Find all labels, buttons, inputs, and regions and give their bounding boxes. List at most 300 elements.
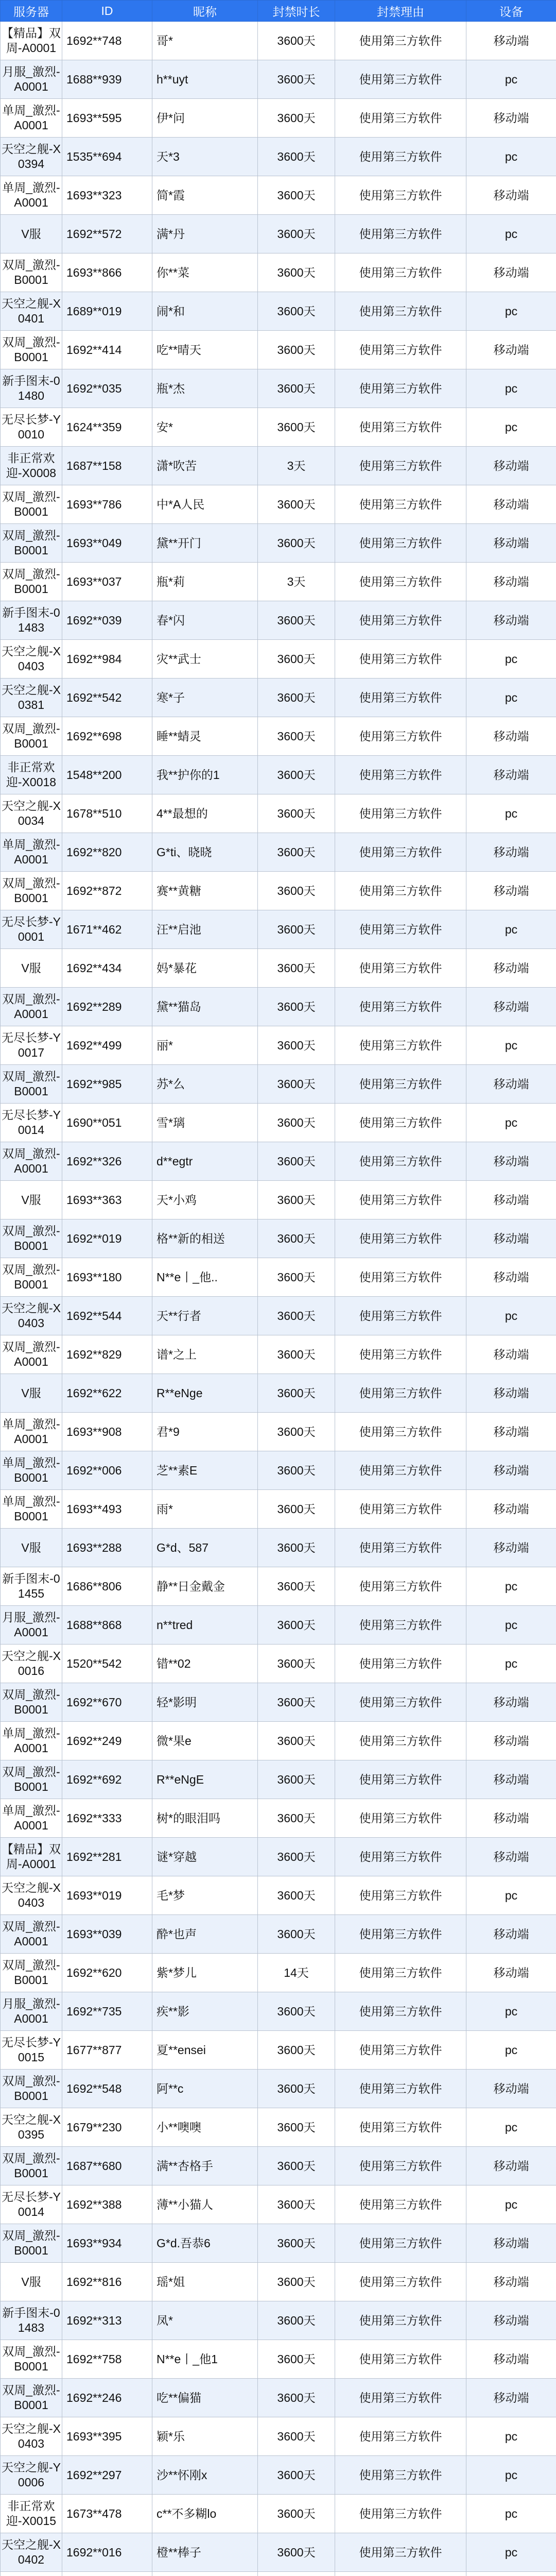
- cell-server: 【精品】双周-A0001: [1, 1838, 62, 1876]
- cell-ban-duration: 3600天: [258, 1683, 335, 1722]
- cell-ban-reason: 使用第三方软件: [335, 485, 466, 524]
- cell-id: 1692**019: [62, 1219, 152, 1258]
- cell-ban-duration: 3600天: [258, 1219, 335, 1258]
- cell-nickname: G*ti、晓晓: [152, 833, 258, 872]
- cell-ban-reason: 使用第三方软件: [335, 99, 466, 138]
- table-row: [1, 679, 556, 717]
- cell-ban-duration: 3600天: [258, 1722, 335, 1760]
- cell-server: 双周_激烈-B0001: [1, 1954, 62, 1992]
- cell-device: pc: [466, 138, 556, 176]
- cell-server: 天空之舰-Y0006: [1, 2456, 62, 2495]
- cell-nickname: c**不多糊lo: [152, 2495, 258, 2533]
- cell-device: 移动端: [466, 2147, 556, 2185]
- cell-ban-reason: 使用第三方软件: [335, 949, 466, 988]
- cell-nickname: 寒*子: [152, 679, 258, 717]
- cell-server: 双周_激烈-B0001: [1, 2070, 62, 2108]
- header-server: 服务器: [1, 1, 62, 22]
- cell-ban-reason: 使用第三方软件: [335, 1258, 466, 1297]
- table-row: [1, 833, 556, 872]
- cell-server: 单周_激烈-A0001: [1, 1722, 62, 1760]
- cell-device: 移动端: [466, 1065, 556, 1104]
- cell-ban-reason: 使用第三方软件: [335, 1026, 466, 1065]
- table-row: [1, 988, 556, 1026]
- cell-ban-duration: 3600天: [258, 1258, 335, 1297]
- table-row: [1, 1413, 556, 1451]
- cell-nickname: N**e丨_他..: [152, 1258, 258, 1297]
- cell-nickname: 天**行者: [152, 1297, 258, 1335]
- table-body: [1, 22, 556, 2576]
- cell-ban-reason: 使用第三方软件: [335, 1915, 466, 1954]
- cell-ban-duration: 3600天: [258, 1451, 335, 1490]
- cell-device: 移动端: [466, 1335, 556, 1374]
- cell-id: 1692**984: [62, 640, 152, 679]
- cell-server: 天空之舰-X0034: [1, 794, 62, 833]
- cell-ban-reason: 使用第三方软件: [335, 2495, 466, 2533]
- cell-nickname: N**e丨_他1: [152, 2340, 258, 2379]
- cell-id: 1692**542: [62, 679, 152, 717]
- cell-nickname: 满*丹: [152, 215, 258, 253]
- cell-device: 移动端: [466, 1142, 556, 1181]
- cell-nickname: 中*A人民: [152, 485, 258, 524]
- cell-id: 1692**548: [62, 2070, 152, 2108]
- cell-id: 1692**758: [62, 2340, 152, 2379]
- cell-ban-reason: 使用第三方软件: [335, 1451, 466, 1490]
- cell-id: 1687**158: [62, 447, 152, 485]
- cell-device: 移动端: [466, 1915, 556, 1954]
- cell-ban-duration: 3600天: [258, 1838, 335, 1876]
- cell-nickname: 小**噢噢: [152, 2108, 258, 2147]
- cell-nickname: 毛*梦: [152, 1876, 258, 1915]
- cell-ban-reason: 使用第三方软件: [335, 2147, 466, 2185]
- cell-nickname: 雨*: [152, 1490, 258, 1529]
- cell-ban-reason: 使用第三方软件: [335, 1799, 466, 1838]
- cell-device: pc: [466, 2031, 556, 2070]
- cell-device: pc: [466, 292, 556, 331]
- cell-id: 1693**866: [62, 253, 152, 292]
- cell-device: pc: [466, 1567, 556, 1606]
- cell-ban-duration: 3600天: [258, 2185, 335, 2224]
- table-row: [1, 2263, 556, 2301]
- cell-ban-reason: 使用第三方软件: [335, 60, 466, 99]
- cell-ban-duration: 3600天: [258, 2263, 335, 2301]
- cell-ban-reason: 使用第三方软件: [335, 1297, 466, 1335]
- cell-ban-reason: 使用第三方软件: [335, 756, 466, 794]
- cell-ban-reason: 使用第三方软件: [335, 563, 466, 601]
- cell-ban-reason: 使用第三方软件: [335, 2417, 466, 2456]
- cell-id: 1679**230: [62, 2108, 152, 2147]
- cell-device: 移动端: [466, 2263, 556, 2301]
- cell-ban-duration: 3600天: [258, 1915, 335, 1954]
- cell-ban-reason: 使用第三方软件: [335, 833, 466, 872]
- cell-ban-duration: 3600天: [258, 331, 335, 369]
- cell-device: 移动端: [466, 1374, 556, 1413]
- cell-nickname: 凤*: [152, 2301, 258, 2340]
- cell-device: 移动端: [466, 1490, 556, 1529]
- cell-id: 1693**395: [62, 2417, 152, 2456]
- cell-ban-reason: 使用第三方软件: [335, 1104, 466, 1142]
- table-row: [1, 215, 556, 253]
- cell-ban-reason: 使用第三方软件: [335, 2185, 466, 2224]
- cell-id: 1548**200: [62, 756, 152, 794]
- cell-server: 双周_激烈-B0001: [1, 1258, 62, 1297]
- table-row: [1, 176, 556, 215]
- cell-ban-duration: 3600天: [258, 1065, 335, 1104]
- cell-ban-duration: 3600天: [258, 2533, 335, 2572]
- table-row: [1, 2301, 556, 2340]
- cell-ban-reason: 使用第三方软件: [335, 2301, 466, 2340]
- cell-server: 双周_激烈-B0001: [1, 1760, 62, 1799]
- cell-id: 1693**037: [62, 563, 152, 601]
- cell-nickname: h**uyt: [152, 60, 258, 99]
- cell-nickname: 薄**小猫人: [152, 2185, 258, 2224]
- cell-ban-duration: 3600天: [258, 215, 335, 253]
- cell-ban-reason: 使用第三方软件: [335, 794, 466, 833]
- cell-ban-duration: 3600天: [258, 910, 335, 949]
- cell-server: 单周_激烈-B0001: [1, 1490, 62, 1529]
- cell-server: 新手图末-01483: [1, 601, 62, 640]
- cell-ban-duration: 3天: [258, 447, 335, 485]
- cell-nickname: 伊*问: [152, 99, 258, 138]
- cell-ban-reason: 使用第三方软件: [335, 910, 466, 949]
- cell-ban-duration: 14天: [258, 1954, 335, 1992]
- cell-ban-reason: 使用第三方软件: [335, 1065, 466, 1104]
- cell-id: 1686**806: [62, 1567, 152, 1606]
- cell-device: 移动端: [466, 949, 556, 988]
- cell-ban-duration: 3600天: [258, 872, 335, 910]
- cell-nickname: 颖*乐: [152, 2417, 258, 2456]
- cell-id: 1692**006: [62, 1451, 152, 1490]
- cell-ban-duration: 3600天: [258, 1567, 335, 1606]
- cell-id: 1677**877: [62, 2031, 152, 2070]
- table-row: [1, 563, 556, 601]
- cell-id: 1692**544: [62, 1297, 152, 1335]
- cell-id: 1692**249: [62, 1722, 152, 1760]
- table-row: [1, 485, 556, 524]
- cell-server: 新手图末-01480: [1, 369, 62, 408]
- cell-nickname: 妈*暴花: [152, 949, 258, 988]
- cell-ban-duration: 3600天: [258, 292, 335, 331]
- cell-nickname: 阿**c: [152, 2070, 258, 2108]
- table-row: [1, 1876, 556, 1915]
- table-row: [1, 794, 556, 833]
- cell-ban-duration: 3600天: [258, 524, 335, 563]
- cell-id: 1692**297: [62, 2456, 152, 2495]
- cell-ban-duration: 3600天: [258, 988, 335, 1026]
- cell-nickname: 雪*璃: [152, 1104, 258, 1142]
- cell-nickname: 谜*穿越: [152, 1838, 258, 1876]
- cell-ban-reason: 使用第三方软件: [335, 1567, 466, 1606]
- cell-device: pc: [466, 640, 556, 679]
- table-row: [1, 1567, 556, 1606]
- cell-ban-reason: 使用第三方软件: [335, 1992, 466, 2031]
- cell-ban-reason: 使用第三方软件: [335, 2340, 466, 2379]
- cell-id: 1688**868: [62, 1606, 152, 1645]
- cell-ban-reason: 使用第三方软件: [335, 1760, 466, 1799]
- cell-ban-duration: 3600天: [258, 2340, 335, 2379]
- table-row: [1, 2185, 556, 2224]
- cell-ban-duration: 3600天: [258, 1760, 335, 1799]
- cell-ban-duration: 3600天: [258, 1026, 335, 1065]
- table-row: [1, 1722, 556, 1760]
- cell-server: 双周_激烈-A0001: [1, 1915, 62, 1954]
- cell-device: pc: [466, 794, 556, 833]
- cell-ban-duration: 3600天: [258, 640, 335, 679]
- cell-id: 1692**816: [62, 2263, 152, 2301]
- table-row: [1, 1258, 556, 1297]
- cell-id: 1693**786: [62, 485, 152, 524]
- cell-ban-reason: 使用第三方软件: [335, 2108, 466, 2147]
- table-row: [1, 2417, 556, 2456]
- cell-id: 1693**039: [62, 1915, 152, 1954]
- cell-nickname: 谱*之上: [152, 1335, 258, 1374]
- cell-id: 1687**680: [62, 2147, 152, 2185]
- table-row: [1, 22, 556, 60]
- table-row: [1, 2379, 556, 2417]
- cell-nickname: 酔*也声: [152, 1915, 258, 1954]
- cell-ban-duration: 3600天: [258, 2495, 335, 2533]
- cell-nickname: R**eNgE: [152, 1760, 258, 1799]
- cell-nickname: 我**护你的1: [152, 756, 258, 794]
- table-row: [1, 2070, 556, 2108]
- cell-ban-reason: 使用第三方软件: [335, 1645, 466, 1683]
- table-row: [1, 2224, 556, 2263]
- cell-ban-reason: 使用第三方软件: [335, 679, 466, 717]
- cell-id: 1693**180: [62, 1258, 152, 1297]
- cell-nickname: 灾**武士: [152, 640, 258, 679]
- cell-ban-reason: 使用第三方软件: [335, 138, 466, 176]
- cell-nickname: [152, 2572, 258, 2576]
- cell-ban-reason: 使用第三方软件: [335, 1722, 466, 1760]
- cell-server: V服: [1, 1374, 62, 1413]
- cell-device: 移动端: [466, 1258, 556, 1297]
- cell-nickname: 芝**素E: [152, 1451, 258, 1490]
- cell-id: 1692**434: [62, 949, 152, 988]
- cell-nickname: 苏*么: [152, 1065, 258, 1104]
- table-row: [1, 331, 556, 369]
- cell-ban-reason: 使用第三方软件: [335, 2263, 466, 2301]
- cell-id: 1692**572: [62, 215, 152, 253]
- cell-ban-duration: 3天: [258, 563, 335, 601]
- cell-device: 移动端: [466, 1529, 556, 1567]
- cell-ban-reason: 使用第三方软件: [335, 253, 466, 292]
- table-row: [1, 1529, 556, 1567]
- table-row: [1, 1954, 556, 1992]
- table-row: [1, 99, 556, 138]
- cell-ban-reason: 使用第三方软件: [335, 601, 466, 640]
- cell-server: 单周_激烈-B0001: [1, 1451, 62, 1490]
- cell-id: 1692**326: [62, 1142, 152, 1181]
- cell-device: 移动端: [466, 524, 556, 563]
- table-row: [1, 1838, 556, 1876]
- cell-server: V服: [1, 1529, 62, 1567]
- cell-device: 移动端: [466, 447, 556, 485]
- cell-device: pc: [466, 1606, 556, 1645]
- table-row: [1, 138, 556, 176]
- cell-nickname: 瓶*杰: [152, 369, 258, 408]
- table-row: [1, 910, 556, 949]
- cell-server: 天空之舰-X0381: [1, 679, 62, 717]
- table-row: [1, 872, 556, 910]
- cell-nickname: 满**杏格手: [152, 2147, 258, 2185]
- cell-nickname: 黛**开门: [152, 524, 258, 563]
- cell-ban-reason: 使用第三方软件: [335, 369, 466, 408]
- table-row: [1, 2572, 556, 2576]
- table-row: [1, 1606, 556, 1645]
- cell-device: pc: [466, 2456, 556, 2495]
- cell-ban-duration: 3600天: [258, 176, 335, 215]
- cell-ban-reason: 使用第三方软件: [335, 717, 466, 756]
- cell-ban-reason: 使用第三方软件: [335, 1683, 466, 1722]
- table-row: [1, 1297, 556, 1335]
- cell-server: 双周_激烈-B0001: [1, 253, 62, 292]
- cell-server: 天空之舰-X0403: [1, 640, 62, 679]
- table-row: [1, 640, 556, 679]
- cell-ban-reason: 使用第三方软件: [335, 408, 466, 447]
- cell-ban-reason: 使用第三方软件: [335, 1142, 466, 1181]
- cell-ban-reason: 使用第三方软件: [335, 1529, 466, 1567]
- table-row: [1, 2533, 556, 2572]
- table-row: [1, 253, 556, 292]
- cell-device: 移动端: [466, 2301, 556, 2340]
- cell-server: 单周_激烈-A0001: [1, 1799, 62, 1838]
- cell-nickname: 静**日金戴金: [152, 1567, 258, 1606]
- table-row: [1, 408, 556, 447]
- cell-ban-reason: 使用第三方软件: [335, 2379, 466, 2417]
- cell-ban-duration: 3600天: [258, 794, 335, 833]
- cell-device: 移动端: [466, 988, 556, 1026]
- cell-server: 天空之舰-X0403: [1, 1876, 62, 1915]
- cell-ban-duration: 3600天: [258, 679, 335, 717]
- cell-nickname: 4**最想的: [152, 794, 258, 833]
- cell-id: 1693**363: [62, 1181, 152, 1219]
- cell-server: 【精品】双周-A0001: [1, 22, 62, 60]
- cell-ban-reason: 使用第三方软件: [335, 176, 466, 215]
- cell-ban-reason: 使用第三方软件: [335, 1219, 466, 1258]
- cell-ban-reason: [335, 2572, 466, 2576]
- cell-id: 1520**542: [62, 1645, 152, 1683]
- cell-device: 移动端: [466, 1838, 556, 1876]
- cell-id: 1692**388: [62, 2185, 152, 2224]
- table-row: [1, 1219, 556, 1258]
- cell-ban-duration: 3600天: [258, 949, 335, 988]
- cell-device: pc: [466, 1645, 556, 1683]
- cell-id: 1692**333: [62, 1799, 152, 1838]
- cell-ban-reason: 使用第三方软件: [335, 2070, 466, 2108]
- table-row: [1, 601, 556, 640]
- cell-nickname: 春*闪: [152, 601, 258, 640]
- cell-server: 天空之舰-X0402: [1, 2533, 62, 2572]
- header-id: ID: [62, 1, 152, 22]
- table-row: [1, 1683, 556, 1722]
- cell-ban-duration: 3600天: [258, 2108, 335, 2147]
- cell-device: pc: [466, 2417, 556, 2456]
- cell-id: 1692**499: [62, 1026, 152, 1065]
- cell-device: 移动端: [466, 22, 556, 60]
- cell-device: 移动端: [466, 1413, 556, 1451]
- cell-ban-duration: 3600天: [258, 2224, 335, 2263]
- cell-id: 1692**039: [62, 601, 152, 640]
- cell-id: 1692**985: [62, 1065, 152, 1104]
- cell-nickname: 疾**影: [152, 1992, 258, 2031]
- cell-nickname: 君*9: [152, 1413, 258, 1451]
- cell-server: 月服_激烈-A0001: [1, 1992, 62, 2031]
- cell-id: 1693**049: [62, 524, 152, 563]
- table-row: [1, 756, 556, 794]
- cell-server: 天空之舰-X0401: [1, 292, 62, 331]
- cell-server: 无尽长梦-Y0001: [1, 910, 62, 949]
- cell-server: 天空之舰-X0394: [1, 138, 62, 176]
- cell-ban-duration: 3600天: [258, 2070, 335, 2108]
- cell-id: 1692**620: [62, 1954, 152, 1992]
- table-row: [1, 1026, 556, 1065]
- cell-nickname: 紫*梦儿: [152, 1954, 258, 1992]
- cell-id: 1692**016: [62, 2533, 152, 2572]
- cell-nickname: 丽*: [152, 1026, 258, 1065]
- cell-id: 1692**281: [62, 1838, 152, 1876]
- cell-device: pc: [466, 910, 556, 949]
- cell-ban-duration: 3600天: [258, 601, 335, 640]
- table-row: [1, 2108, 556, 2147]
- cell-nickname: 树*的眼泪吗: [152, 1799, 258, 1838]
- cell-device: pc: [466, 369, 556, 408]
- cell-ban-duration: 3600天: [258, 408, 335, 447]
- cell-id: 1673**478: [62, 2495, 152, 2533]
- cell-device: 移动端: [466, 756, 556, 794]
- cell-ban-duration: 3600天: [258, 369, 335, 408]
- cell-nickname: 汪**启池: [152, 910, 258, 949]
- cell-ban-duration: 3600天: [258, 2417, 335, 2456]
- cell-device: pc: [466, 408, 556, 447]
- cell-device: 移动端: [466, 485, 556, 524]
- cell-device: 移动端: [466, 1219, 556, 1258]
- table-row: [1, 1451, 556, 1490]
- table-row: [1, 60, 556, 99]
- header-ban-duration: 封禁时长: [258, 1, 335, 22]
- cell-device: pc: [466, 1026, 556, 1065]
- table-row: [1, 1142, 556, 1181]
- cell-device: 移动端: [466, 2340, 556, 2379]
- cell-ban-reason: 使用第三方软件: [335, 1374, 466, 1413]
- cell-server: 双周_激烈-B0001: [1, 524, 62, 563]
- table-row: [1, 1645, 556, 1683]
- cell-ban-reason: 使用第三方软件: [335, 1490, 466, 1529]
- cell-id: 1693**288: [62, 1529, 152, 1567]
- cell-id: [62, 2572, 152, 2576]
- cell-id: 1693**493: [62, 1490, 152, 1529]
- cell-id: 1692**872: [62, 872, 152, 910]
- cell-server: V服: [1, 1181, 62, 1219]
- cell-ban-duration: [258, 2572, 335, 2576]
- cell-server: 单周_激烈-A0001: [1, 176, 62, 215]
- cell-device: 移动端: [466, 2224, 556, 2263]
- cell-id: 1693**934: [62, 2224, 152, 2263]
- cell-server: [1, 2572, 62, 2576]
- table-row: [1, 1799, 556, 1838]
- cell-device: [466, 2572, 556, 2576]
- cell-ban-reason: 使用第三方软件: [335, 1413, 466, 1451]
- cell-server: 无尽长梦-Y0015: [1, 2031, 62, 2070]
- cell-server: 双周_激烈-B0001: [1, 485, 62, 524]
- cell-ban-duration: 3600天: [258, 1529, 335, 1567]
- cell-ban-reason: 使用第三方软件: [335, 1876, 466, 1915]
- cell-id: 1688**939: [62, 60, 152, 99]
- cell-server: 双周_激烈-A0001: [1, 1335, 62, 1374]
- table-row: [1, 524, 556, 563]
- cell-ban-duration: 3600天: [258, 22, 335, 60]
- cell-ban-reason: 使用第三方软件: [335, 1181, 466, 1219]
- cell-device: 移动端: [466, 833, 556, 872]
- cell-id: 1692**670: [62, 1683, 152, 1722]
